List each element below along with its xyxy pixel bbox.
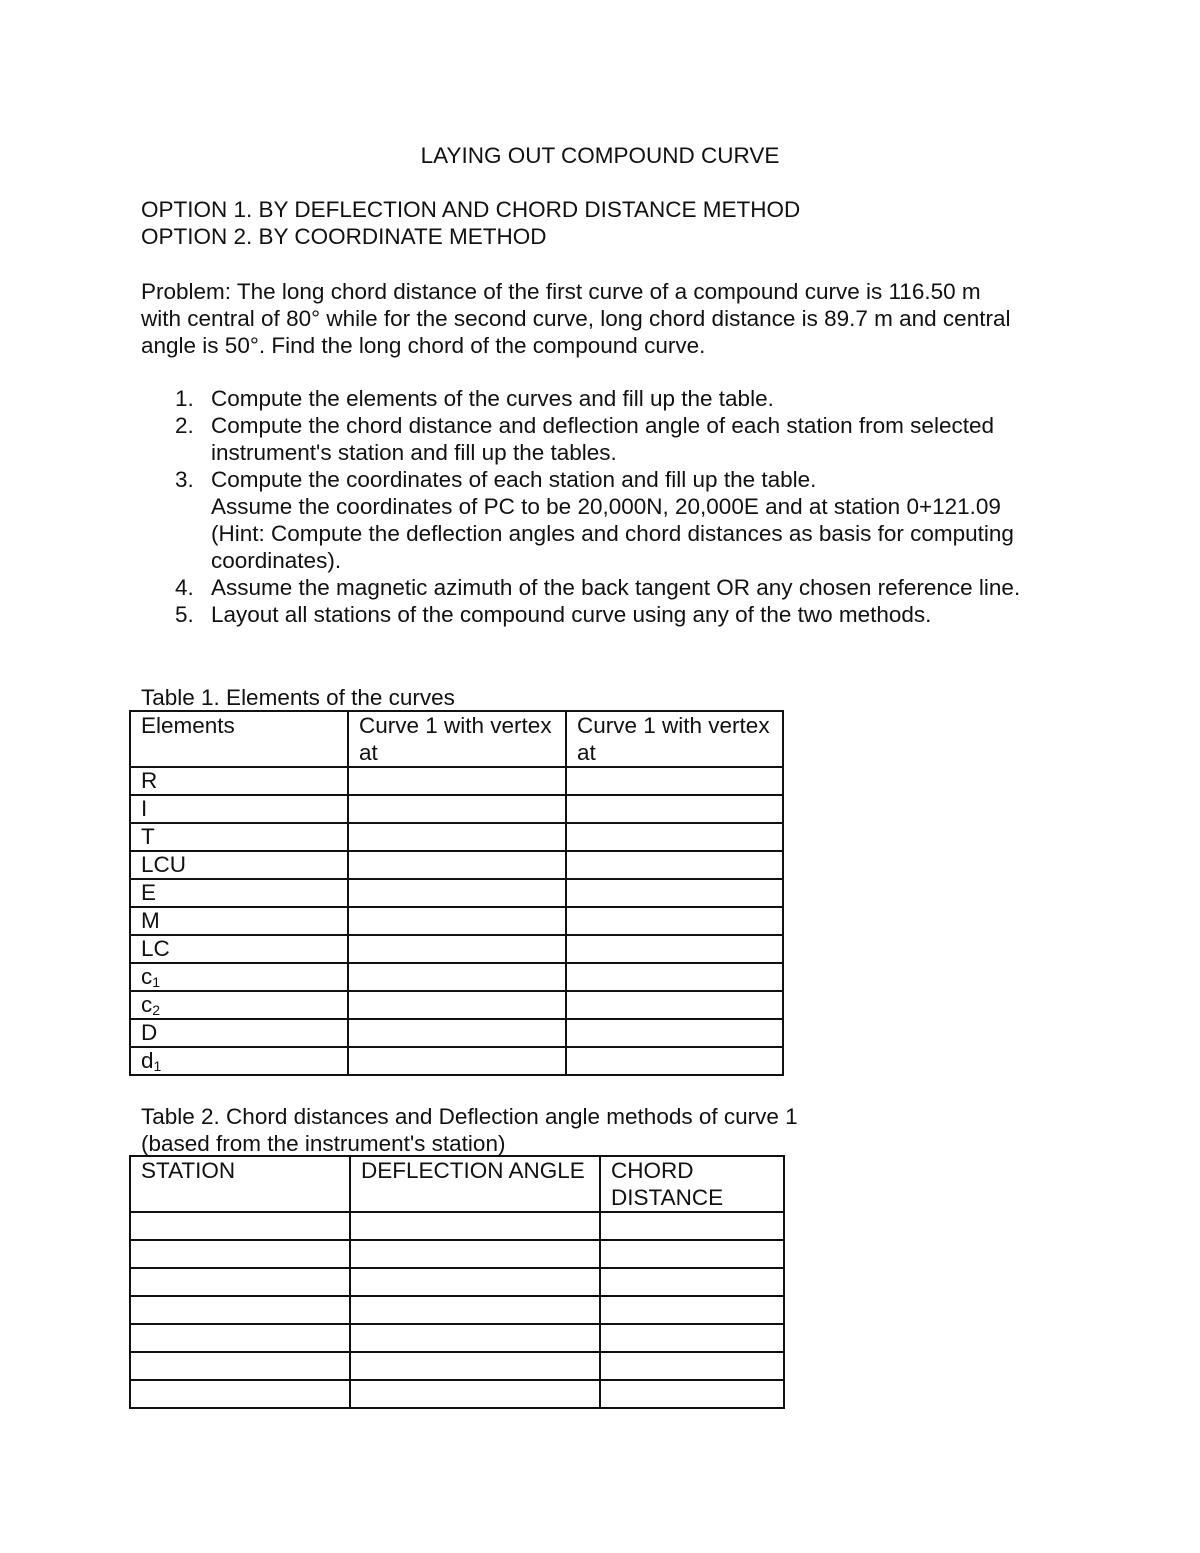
header-cell: Elements <box>130 711 348 767</box>
blank-cell[interactable] <box>600 1324 784 1352</box>
blank-cell[interactable] <box>130 1296 350 1324</box>
step-text: (Hint: Compute the deflection angles and chord distances as basis for computing <box>211 521 1014 546</box>
step-text: Compute the chord distance and deflection angle of each station from selected <box>211 413 994 438</box>
table-row <box>130 1019 783 1047</box>
blank-cell[interactable] <box>130 1324 350 1352</box>
element-label: D <box>141 1020 158 1045</box>
table2-caption-line: Table 2. Chord distances and Deflection angle methods of curve 1 <box>141 1104 798 1129</box>
blank-cell[interactable] <box>350 1268 600 1296</box>
blank-cell[interactable] <box>600 1352 784 1380</box>
step-number: 4. <box>175 575 194 600</box>
blank-cell[interactable] <box>130 1268 350 1296</box>
step-text: Compute the elements of the curves and fill up the table. <box>211 386 774 411</box>
element-label-cell <box>130 823 348 851</box>
element-label: R <box>141 768 158 793</box>
blank-cell[interactable] <box>348 851 566 879</box>
header-cell: DEFLECTION ANGLE <box>350 1156 600 1212</box>
blank-cell[interactable] <box>350 1296 600 1324</box>
table-row <box>130 767 783 795</box>
element-label: c <box>141 992 153 1017</box>
table-row <box>130 1324 784 1352</box>
blank-cell[interactable] <box>566 879 783 907</box>
element-label: LCU <box>141 852 187 877</box>
element-label-cell <box>130 767 348 795</box>
table-row <box>130 879 783 907</box>
table-row <box>130 1212 784 1240</box>
element-label-cell <box>130 1019 348 1047</box>
step-item <box>141 385 1071 412</box>
blank-cell[interactable] <box>600 1380 784 1408</box>
blank-cell[interactable] <box>566 907 783 935</box>
blank-cell[interactable] <box>130 1240 350 1268</box>
blank-cell[interactable] <box>350 1324 600 1352</box>
blank-cell[interactable] <box>566 1019 783 1047</box>
blank-cell[interactable] <box>348 795 566 823</box>
header-cell: Curve 1 with vertex at <box>348 711 566 767</box>
steps-list <box>141 385 1071 628</box>
blank-cell[interactable] <box>348 879 566 907</box>
element-label-cell <box>130 879 348 907</box>
element-subscript: 2 <box>152 1002 161 1018</box>
step-text: Assume the magnetic azimuth of the back tangent OR any chosen reference line. <box>211 575 1021 600</box>
element-label: I <box>141 796 148 821</box>
deflection-table <box>129 1155 785 1409</box>
blank-cell[interactable] <box>600 1240 784 1268</box>
table-header-row <box>130 1156 784 1212</box>
blank-cell[interactable] <box>348 1019 566 1047</box>
step-item <box>141 412 1071 466</box>
table-row <box>130 1240 784 1268</box>
blank-cell[interactable] <box>566 823 783 851</box>
step-item <box>141 601 1071 628</box>
blank-cell[interactable] <box>600 1212 784 1240</box>
table-row <box>130 1268 784 1296</box>
elements-table <box>129 710 784 1076</box>
document-title: LAYING OUT COMPOUND CURVE <box>420 143 780 168</box>
element-label-cell <box>130 795 348 823</box>
problem-statement <box>141 278 1081 359</box>
problem-line: angle is 50°. Find the long chord of the compound curve. <box>141 333 706 358</box>
element-label: d <box>141 1048 154 1073</box>
problem-line: Problem: The long chord distance of the first curve of a compound curve is 116.50 m <box>141 279 981 304</box>
blank-cell[interactable] <box>566 851 783 879</box>
blank-cell[interactable] <box>566 991 783 1019</box>
blank-cell[interactable] <box>130 1352 350 1380</box>
blank-cell[interactable] <box>130 1380 350 1408</box>
step-text: instrument's station and fill up the tables. <box>211 440 617 465</box>
blank-cell[interactable] <box>130 1212 350 1240</box>
table-row <box>130 795 783 823</box>
table-row <box>130 823 783 851</box>
step-text: coordinates). <box>211 548 342 573</box>
step-item <box>141 466 1071 574</box>
step-number: 5. <box>175 602 194 627</box>
option-2: OPTION 2. BY COORDINATE METHOD <box>141 224 547 249</box>
header-cell: STATION <box>130 1156 350 1212</box>
blank-cell[interactable] <box>600 1268 784 1296</box>
table-header-row <box>130 711 783 767</box>
blank-cell[interactable] <box>566 1047 783 1075</box>
element-label: M <box>141 908 160 933</box>
table1-caption: Table 1. Elements of the curves <box>141 685 455 710</box>
problem-line: with central of 80° while for the second curve, long chord distance is 89.7 m and central <box>141 306 1011 331</box>
step-text: Layout all stations of the compound curve using any of the two methods. <box>211 602 932 627</box>
step-text: Assume the coordinates of PC to be 20,000N, 20,000E and at station 0+121.09 <box>211 494 1001 519</box>
table-row <box>130 851 783 879</box>
blank-cell[interactable] <box>350 1380 600 1408</box>
blank-cell[interactable] <box>348 991 566 1019</box>
table-row <box>130 991 783 1019</box>
blank-cell[interactable] <box>566 767 783 795</box>
element-label-cell <box>130 935 348 963</box>
blank-cell[interactable] <box>350 1352 600 1380</box>
blank-cell[interactable] <box>348 935 566 963</box>
element-label: T <box>141 824 155 849</box>
element-label-cell <box>130 1047 348 1075</box>
header-cell: Curve 1 with vertex at <box>566 711 783 767</box>
element-label-cell <box>130 963 348 991</box>
blank-cell[interactable] <box>566 935 783 963</box>
table-row <box>130 1296 784 1324</box>
blank-cell[interactable] <box>566 963 783 991</box>
step-number: 1. <box>175 386 194 411</box>
step-item <box>141 574 1071 601</box>
element-label-cell <box>130 851 348 879</box>
blank-cell[interactable] <box>600 1296 784 1324</box>
table-row <box>130 1047 783 1075</box>
table-row <box>130 1380 784 1408</box>
element-label-cell <box>130 991 348 1019</box>
element-label: E <box>141 880 157 905</box>
option-1: OPTION 1. BY DEFLECTION AND CHORD DISTANCE METHOD <box>141 197 801 222</box>
blank-cell[interactable] <box>348 963 566 991</box>
element-label-cell <box>130 907 348 935</box>
blank-cell[interactable] <box>350 1240 600 1268</box>
step-number: 3. <box>175 467 194 492</box>
table-row <box>130 907 783 935</box>
blank-cell[interactable] <box>348 767 566 795</box>
header-cell: CHORD DISTANCE <box>600 1156 784 1212</box>
table-row <box>130 963 783 991</box>
table2-caption-line: (based from the instrument's station) <box>141 1131 506 1156</box>
table2-caption <box>141 1103 798 1157</box>
blank-cell[interactable] <box>348 823 566 851</box>
element-label: LC <box>141 936 170 961</box>
table-row <box>130 1352 784 1380</box>
blank-cell[interactable] <box>566 795 783 823</box>
options-block <box>141 196 1081 250</box>
element-subscript: 1 <box>152 974 161 990</box>
step-number: 2. <box>175 413 194 438</box>
step-text: Compute the coordinates of each station and fill up the table. <box>211 467 817 492</box>
table-row <box>130 935 783 963</box>
blank-cell[interactable] <box>350 1212 600 1240</box>
blank-cell[interactable] <box>348 907 566 935</box>
element-label: c <box>141 964 153 989</box>
element-subscript: 1 <box>153 1058 162 1074</box>
blank-cell[interactable] <box>348 1047 566 1075</box>
